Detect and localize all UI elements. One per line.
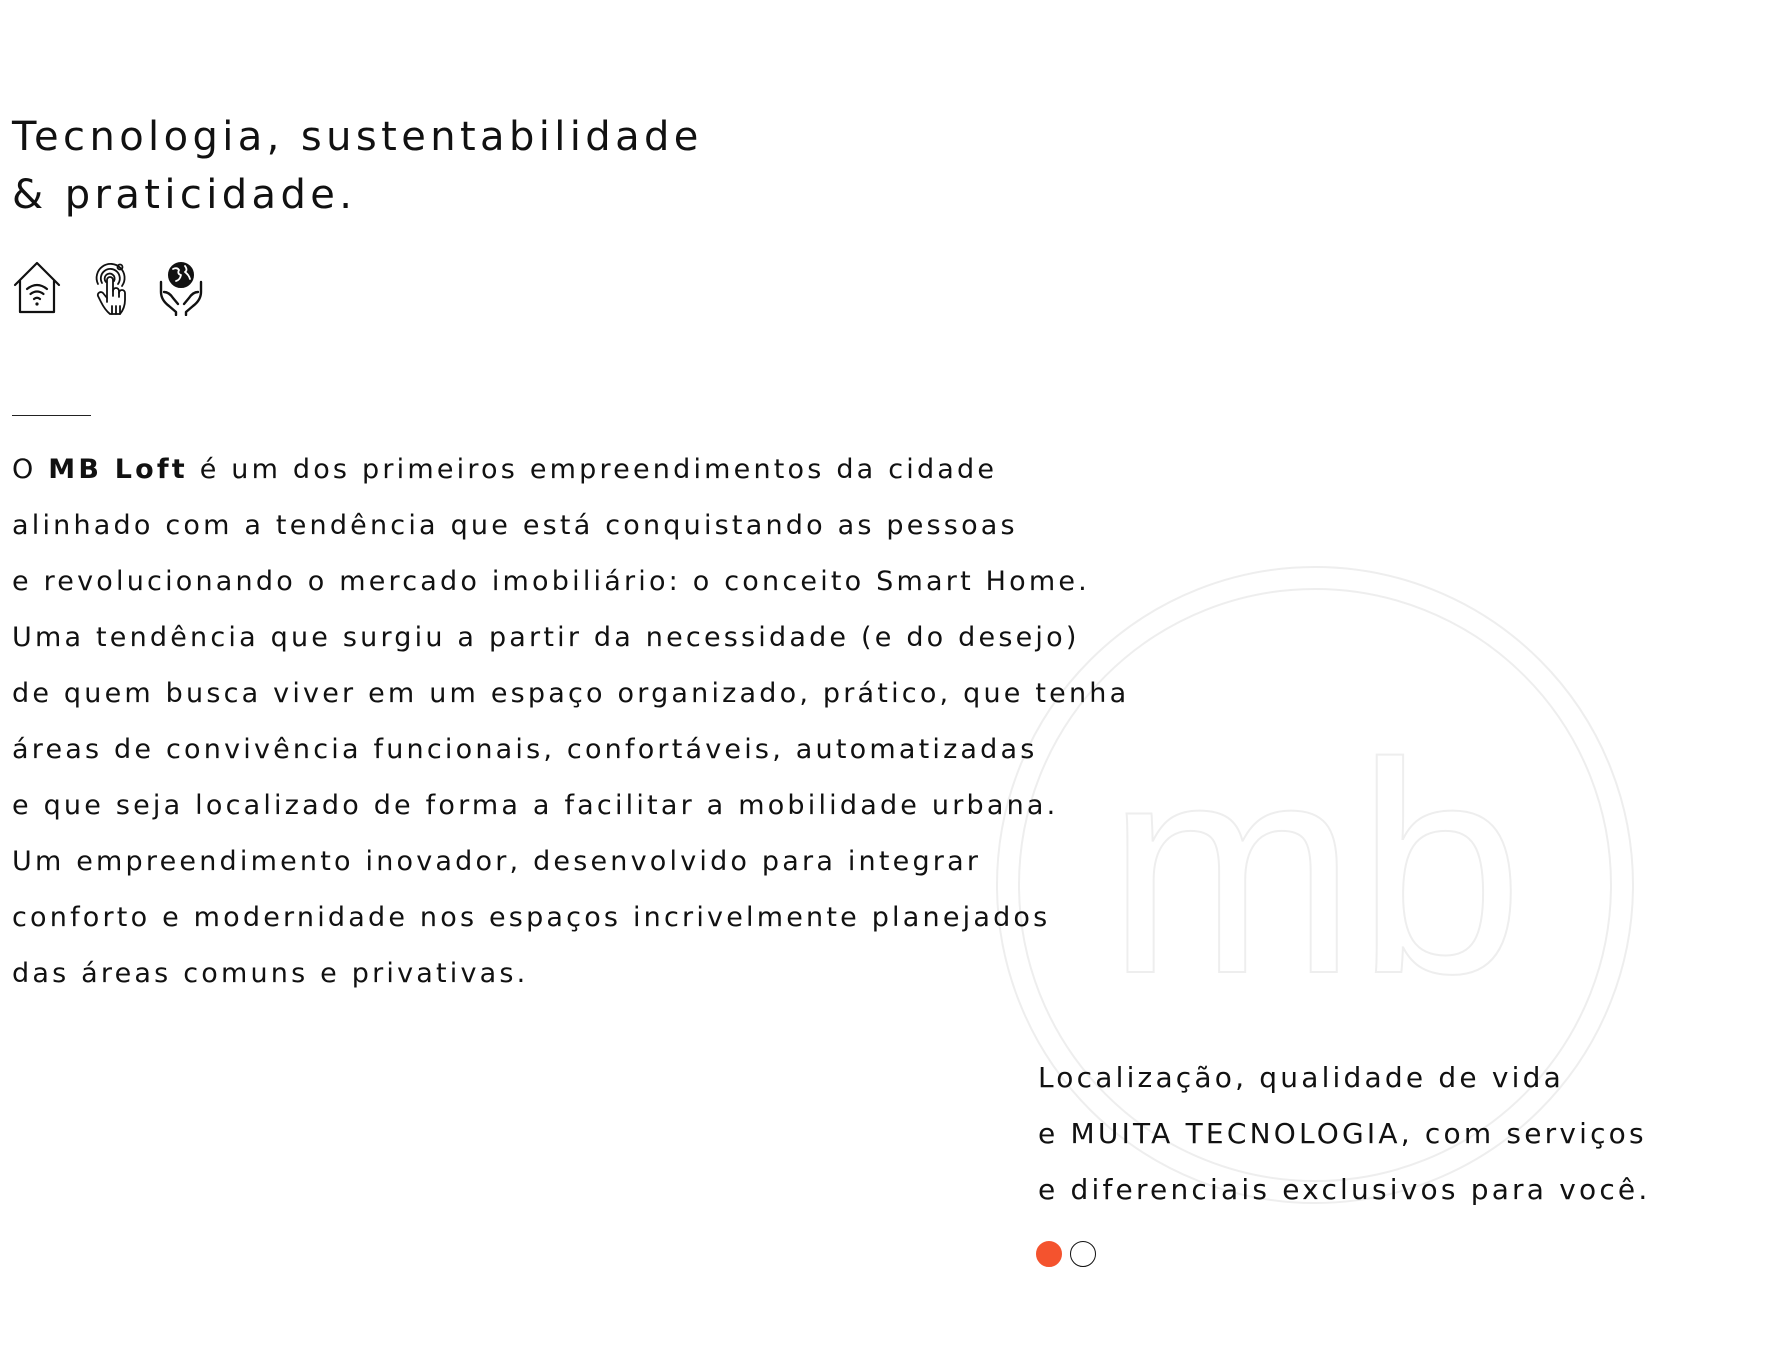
carousel-dot-1[interactable] [1036,1241,1062,1267]
smart-home-wifi-icon [12,258,62,316]
description-line: Uma tendência que surgiu a partir da necessidade (e do desejo) [12,622,1080,653]
section-divider [12,415,91,416]
carousel-dot-2[interactable] [1070,1241,1096,1267]
description-line: alinhado com a tendência que está conquistando as pessoas [12,510,1018,541]
carousel-pagination [1036,1241,1096,1267]
tagline-line-1: Localização, qualidade de vida [1038,1061,1564,1094]
description-line: áreas de convivência funcionais, confortáveis, automatizadas [12,734,1038,765]
tagline [1038,1050,1650,1218]
tagline-line-2: e MUITA TECNOLOGIA, com serviços [1038,1117,1647,1150]
description-line [12,442,1129,498]
description-line: e revolucionando o mercado imobiliário: o conceito Smart Home. [12,566,1090,597]
description-line: de quem busca viver em um espaço organizado, prático, que tenha [12,678,1130,709]
description-rest: é um dos primeiros empreendimentos da cidade [187,454,998,485]
description-line: conforto e modernidade nos espaços incrivelmente planejados [12,902,1051,933]
brand-name: MB Loft [48,454,188,485]
watermark-logo-text: mb [1106,700,1524,1036]
sustainability-globe-hands-icon [156,258,206,316]
description-line: das áreas comuns e privativas. [12,958,529,989]
page-title-line-2: & praticidade. [12,172,357,218]
touch-tech-icon [84,258,134,316]
description-prefix: O [12,454,49,485]
page-title-line-1: Tecnologia, sustentabilidade [12,114,703,160]
feature-icons [12,258,206,316]
description-line: e que seja localizado de forma a facilitar a mobilidade urbana. [12,790,1059,821]
tagline-line-3: e diferenciais exclusivos para você. [1038,1173,1651,1206]
page-title [12,108,703,224]
description-paragraph [12,442,1129,1002]
description-line: Um empreendimento inovador, desenvolvido para integrar [12,846,982,877]
